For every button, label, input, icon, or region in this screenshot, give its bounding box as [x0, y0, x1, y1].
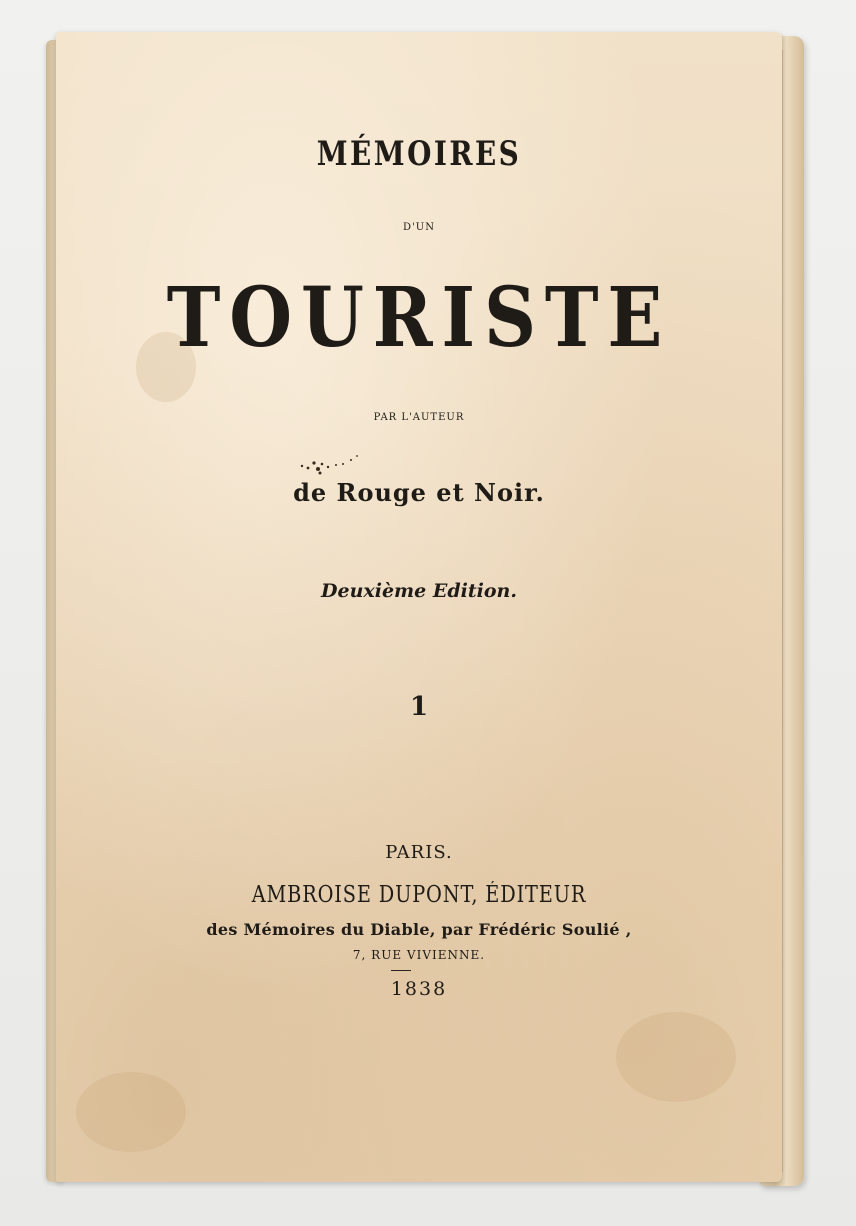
imprint-publisher-note: des Mémoires du Diable, par Frédéric Soulié ,: [206, 920, 632, 939]
paper-stain: [616, 1012, 736, 1102]
author-prefix: PAR L'AUTEUR: [373, 412, 465, 423]
imprint-city: PARIS.: [385, 842, 453, 863]
imprint-divider: [391, 970, 411, 971]
foxing-spots: [296, 450, 366, 478]
volume-number: 1: [409, 692, 429, 722]
book-cover: [56, 32, 782, 1182]
edition-label: Deuxième Edition.: [321, 580, 517, 602]
imprint-year: 1838: [390, 978, 448, 1000]
author-work: de Rouge et Noir.: [293, 478, 545, 507]
imprint-publisher: AMBROISE DUPONT, ÉDITEUR: [251, 882, 587, 908]
paper-stain: [76, 1072, 186, 1152]
title-connector: D'UN: [403, 222, 435, 233]
imprint-address: 7, RUE VIVIENNE.: [352, 948, 486, 962]
title-main: TOURISTE: [166, 270, 672, 366]
title-memoires: MÉMOIRES: [316, 134, 522, 174]
